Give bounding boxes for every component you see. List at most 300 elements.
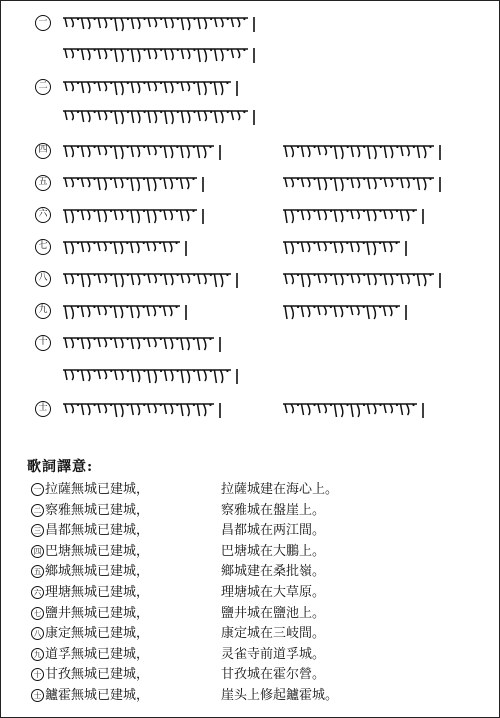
tibetan-glyph <box>302 274 315 287</box>
glossary-row <box>31 645 471 664</box>
tsheg-dot <box>143 178 145 180</box>
tsheg-dot <box>176 338 178 340</box>
tsheg-dot <box>127 274 129 276</box>
tibetan-glyph <box>132 49 145 62</box>
tibetan-glyph <box>384 242 397 252</box>
tibetan-glyph <box>114 306 127 318</box>
tibetan-glyph <box>285 274 298 284</box>
glossary-right-text: 拉薩城建在海心上。 <box>221 482 339 497</box>
glossary-number-circle: 十 <box>31 668 44 681</box>
tsheg-dot <box>127 146 129 148</box>
tibetan-glyph <box>65 178 78 187</box>
glossary-row <box>31 686 471 705</box>
tsheg-dot <box>243 49 245 51</box>
tsheg-dot <box>160 111 162 113</box>
tsheg-dot <box>77 370 79 372</box>
glossary-number-circle: 六 <box>31 586 44 599</box>
tsheg-dot <box>379 210 381 212</box>
glossary-left-text: 拉薩無城已建城， <box>45 482 150 497</box>
tsheg-dot <box>160 82 162 84</box>
tibetan-glyph <box>131 178 144 191</box>
tibetan-glyph <box>214 370 227 383</box>
tibetan-glyph <box>302 178 315 187</box>
tibetan-glyph <box>318 178 331 190</box>
tibetan-glyph <box>131 306 144 318</box>
tsheg-dot <box>176 178 178 180</box>
tsheg-dot <box>330 242 332 244</box>
tibetan-glyph <box>98 370 111 379</box>
tibetan-glyph <box>301 242 314 252</box>
tsheg-dot <box>209 404 211 406</box>
tibetan-glyph <box>148 404 161 413</box>
tsheg-dot <box>363 274 365 276</box>
glossary-row <box>31 665 471 684</box>
tsheg-dot <box>159 178 161 180</box>
tsheg-dot <box>127 82 129 84</box>
tibetan-glyph <box>285 146 298 157</box>
tsheg-dot <box>177 18 179 20</box>
tsheg-dot <box>176 210 178 212</box>
tsheg-dot <box>227 49 229 51</box>
tibetan-glyph <box>285 178 298 187</box>
tsheg-dot <box>192 210 194 212</box>
glossary-number-circle: 士 <box>31 689 44 702</box>
tsheg-dot <box>297 242 299 244</box>
glossary-left <box>31 624 149 643</box>
tibetan-phrase <box>283 141 448 163</box>
tibetan-glyph <box>115 338 128 348</box>
tibetan-glyph <box>164 338 177 349</box>
tibetan-glyph <box>215 111 228 123</box>
tibetan-glyph <box>148 49 161 59</box>
tsheg-dot <box>363 146 365 148</box>
tibetan-glyph <box>334 306 347 317</box>
tibetan-glyph <box>198 18 211 29</box>
tibetan-glyph <box>82 370 95 381</box>
tsheg-dot <box>77 404 79 406</box>
tsheg-dot <box>243 111 245 113</box>
tsheg-dot <box>127 404 129 406</box>
tsheg-dot <box>93 306 95 308</box>
glossary-left <box>31 542 149 561</box>
tsheg-dot <box>94 274 96 276</box>
tsheg-dot <box>380 274 382 276</box>
tsheg-dot <box>313 178 315 180</box>
tibetan-glyph <box>384 178 397 187</box>
tsheg-dot <box>193 82 195 84</box>
tsheg-dot <box>330 178 332 180</box>
tsheg-dot <box>193 404 195 406</box>
tibetan-glyph <box>65 404 78 413</box>
tsheg-dot <box>93 338 95 340</box>
tibetan-glyph <box>231 49 244 58</box>
tibetan-glyph <box>65 82 78 91</box>
glossary-left <box>31 521 149 540</box>
tibetan-glyph <box>98 111 111 120</box>
glossary-left-text: 巴塘無城已建城， <box>45 543 150 559</box>
tibetan-glyph <box>65 370 78 380</box>
tsheg-dot <box>110 49 112 51</box>
tsheg-dot <box>143 18 145 20</box>
tibetan-glyph <box>98 82 111 91</box>
tibetan-line <box>1 13 499 37</box>
tsheg-dot <box>160 404 162 406</box>
tibetan-glyph <box>302 146 315 157</box>
tibetan-glyph <box>98 274 111 283</box>
line-number-circle: 十 <box>35 335 51 351</box>
tibetan-glyph <box>165 274 178 285</box>
tibetan-glyph <box>318 306 331 315</box>
tsheg-dot <box>193 370 195 372</box>
tibetan-glyph <box>401 404 414 415</box>
tibetan-line <box>1 269 499 293</box>
tibetan-glyph <box>131 146 144 157</box>
tsheg-dot <box>110 178 112 180</box>
tibetan-glyph <box>384 274 397 285</box>
tsheg-dot <box>77 274 79 276</box>
tibetan-phrase <box>283 399 431 421</box>
tsheg-dot <box>143 370 145 372</box>
glossary-number-circle: 五 <box>31 565 44 578</box>
tibetan-glyph <box>181 274 194 283</box>
tibetan-phrase <box>63 365 245 387</box>
tibetan-phrase <box>63 141 228 163</box>
tsheg-dot <box>110 404 112 406</box>
tibetan-phrase <box>283 269 448 291</box>
tibetan-glyph <box>131 338 144 349</box>
tibetan-glyph <box>132 111 145 123</box>
tibetan-glyph <box>368 178 381 189</box>
tibetan-glyph <box>417 274 430 286</box>
tsheg-dot <box>193 18 195 20</box>
tsheg-dot <box>77 82 79 84</box>
tsheg-dot <box>127 49 129 51</box>
tibetan-glyph <box>165 82 178 93</box>
tibetan-glyph <box>132 18 145 29</box>
tsheg-dot <box>193 274 195 276</box>
tibetan-glyph <box>165 49 178 60</box>
tibetan-phrase <box>283 237 414 259</box>
glossary-row <box>31 542 471 561</box>
glossary-row <box>31 583 471 602</box>
tsheg-dot <box>110 338 112 340</box>
tibetan-glyph <box>351 242 364 252</box>
tsheg-dot <box>396 404 398 406</box>
tsheg-dot <box>313 274 315 276</box>
tibetan-glyph <box>384 210 397 219</box>
tibetan-glyph <box>285 306 298 319</box>
tibetan-line <box>1 301 499 325</box>
tibetan-glyph <box>351 306 364 315</box>
tibetan-glyph <box>165 18 178 28</box>
glossary-left-text: 甘孜無城已建城， <box>45 667 150 683</box>
line-number-circle: 九 <box>35 303 51 319</box>
glossary-row <box>31 604 471 623</box>
tibetan-glyph <box>131 242 144 253</box>
glossary-left <box>31 686 149 705</box>
glossary-number-circle: 一 <box>31 483 44 496</box>
glossary-left <box>31 501 149 520</box>
tibetan-phrase <box>63 44 262 66</box>
glossary-right-text: 昌都城在两江間。 <box>221 523 326 539</box>
tsheg-dot <box>77 306 79 308</box>
tsheg-dot <box>396 210 398 212</box>
line-number-circle: 六 <box>35 207 51 223</box>
tibetan-glyph <box>384 146 397 158</box>
tibetan-glyph <box>215 49 228 61</box>
tibetan-phrase <box>63 205 211 227</box>
tsheg-dot <box>313 210 315 212</box>
glossary-left-text: 鹽井無城已建城， <box>45 605 150 621</box>
tibetan-glyph <box>115 146 128 159</box>
tibetan-glyph <box>148 18 161 27</box>
tibetan-glyph <box>98 18 111 28</box>
tsheg-dot <box>210 274 212 276</box>
tsheg-dot <box>77 111 79 113</box>
line-number-circle: 四 <box>35 143 51 159</box>
tsheg-dot <box>110 18 112 20</box>
tibetan-glyph <box>82 49 95 60</box>
tibetan-glyph <box>335 210 348 222</box>
tibetan-line <box>1 205 499 229</box>
tibetan-glyph <box>401 178 414 188</box>
tsheg-dot <box>126 242 128 244</box>
glossary-number-circle: 九 <box>31 648 44 661</box>
tsheg-dot <box>193 49 195 51</box>
tibetan-glyph <box>98 210 111 222</box>
tibetan-glyph <box>131 82 144 93</box>
tsheg-dot <box>110 82 112 84</box>
tibetan-glyph <box>115 49 128 62</box>
tibetan-glyph <box>231 18 244 27</box>
tsheg-dot <box>363 210 365 212</box>
tibetan-glyph <box>65 210 78 223</box>
tibetan-glyph <box>65 242 78 254</box>
tsheg-dot <box>347 274 349 276</box>
tsheg-dot <box>160 274 162 276</box>
tibetan-glyph <box>148 338 161 347</box>
tsheg-dot <box>77 178 79 180</box>
tibetan-glyph <box>115 404 128 417</box>
tibetan-glyph <box>368 404 381 414</box>
tsheg-dot <box>177 49 179 51</box>
tibetan-phrase <box>63 106 262 128</box>
tibetan-glyph <box>82 82 95 93</box>
glossary-number-circle: 四 <box>31 545 44 558</box>
tsheg-dot <box>380 146 382 148</box>
tibetan-glyph <box>285 404 298 413</box>
tsheg-dot <box>94 370 96 372</box>
tsheg-dot <box>160 49 162 51</box>
tsheg-dot <box>429 146 431 148</box>
tibetan-glyph <box>181 404 194 416</box>
tsheg-dot <box>346 210 348 212</box>
tibetan-phrase <box>63 13 262 35</box>
tsheg-dot <box>110 146 112 148</box>
tsheg-dot <box>193 146 195 148</box>
tibetan-line <box>1 333 499 357</box>
tibetan-glyph <box>181 210 194 221</box>
glossary-row <box>31 562 471 581</box>
glossary-right-text: 灵雀寺前道孚城。 <box>221 646 326 662</box>
tibetan-glyph <box>318 210 331 220</box>
tibetan-glyph <box>98 306 111 315</box>
tibetan-glyph <box>197 338 210 350</box>
tsheg-dot <box>226 370 228 372</box>
tsheg-dot <box>143 274 145 276</box>
tibetan-glyph <box>148 111 161 123</box>
tibetan-glyph <box>335 274 348 285</box>
tsheg-dot <box>193 111 195 113</box>
tibetan-glyph <box>301 306 314 317</box>
tibetan-line <box>1 44 499 68</box>
tsheg-dot <box>227 18 229 20</box>
tsheg-dot <box>413 274 415 276</box>
tsheg-dot <box>192 178 194 180</box>
tsheg-dot <box>226 274 228 276</box>
tsheg-dot <box>379 242 381 244</box>
tsheg-dot <box>346 242 348 244</box>
tsheg-dot <box>413 146 415 148</box>
glossary-right-text: 理塘城在大草原。 <box>221 585 326 600</box>
tsheg-dot <box>77 146 79 148</box>
tibetan-glyph <box>115 210 128 220</box>
tibetan-glyph <box>351 146 364 157</box>
tibetan-glyph <box>131 370 144 382</box>
tibetan-glyph <box>318 242 331 251</box>
tsheg-dot <box>297 146 299 148</box>
tibetan-glyph <box>115 111 128 124</box>
tibetan-glyph <box>147 306 160 316</box>
tsheg-dot <box>143 242 145 244</box>
tibetan-glyph <box>115 178 128 188</box>
glossary-left <box>31 562 149 581</box>
tibetan-glyph <box>131 404 144 415</box>
tsheg-dot <box>297 306 299 308</box>
tsheg-dot <box>313 306 315 308</box>
tsheg-dot <box>243 18 245 20</box>
tibetan-phrase <box>63 301 194 323</box>
tsheg-dot <box>160 146 162 148</box>
tsheg-dot <box>93 178 95 180</box>
tsheg-dot <box>175 242 177 244</box>
tibetan-glyph <box>215 18 228 27</box>
glossary-row <box>31 501 471 520</box>
tsheg-dot <box>210 49 212 51</box>
tsheg-dot <box>94 18 96 20</box>
tsheg-dot <box>177 370 179 372</box>
tibetan-glyph <box>82 18 95 29</box>
tibetan-glyph <box>148 146 161 155</box>
glossary-number-circle: 三 <box>31 524 44 537</box>
tsheg-dot <box>395 242 397 244</box>
glossary-right-text: 康定城在三岐間。 <box>221 626 326 642</box>
tibetan-glyph <box>148 178 161 191</box>
tsheg-dot <box>379 404 381 406</box>
tibetan-glyph <box>65 274 78 284</box>
tsheg-dot <box>77 242 79 244</box>
tsheg-dot <box>77 18 79 20</box>
tsheg-dot <box>297 178 299 180</box>
tibetan-glyph <box>368 210 381 221</box>
tibetan-glyph <box>401 210 414 221</box>
tsheg-dot <box>412 404 414 406</box>
tibetan-glyph <box>181 49 194 59</box>
tibetan-phrase <box>283 205 431 227</box>
tibetan-glyph <box>81 242 94 252</box>
tibetan-phrase <box>283 301 414 323</box>
tsheg-dot <box>110 370 112 372</box>
tsheg-dot <box>127 111 129 113</box>
tsheg-dot <box>110 111 112 113</box>
tsheg-dot <box>77 49 79 51</box>
tibetan-glyph <box>198 370 211 381</box>
tibetan-glyph <box>181 146 194 158</box>
tsheg-dot <box>210 111 212 113</box>
tibetan-glyph <box>401 274 414 284</box>
tibetan-line <box>1 237 499 261</box>
tibetan-glyph <box>302 210 315 220</box>
tibetan-glyph <box>98 242 111 251</box>
tsheg-dot <box>330 306 332 308</box>
tibetan-glyph <box>368 274 381 285</box>
tibetan-glyph <box>98 49 111 59</box>
tsheg-dot <box>227 111 229 113</box>
tsheg-dot <box>127 18 129 20</box>
tsheg-dot <box>143 306 145 308</box>
tibetan-glyph <box>82 404 95 415</box>
glossary-left <box>31 480 149 499</box>
tsheg-dot <box>380 178 382 180</box>
tsheg-dot <box>413 178 415 180</box>
tsheg-dot <box>176 404 178 406</box>
tsheg-dot <box>177 111 179 113</box>
tibetan-glyph <box>115 274 128 287</box>
tibetan-glyph <box>81 306 94 317</box>
glossary-row <box>31 521 471 540</box>
tibetan-glyph <box>82 178 95 187</box>
tsheg-dot <box>226 82 228 84</box>
tibetan-glyph <box>384 306 397 316</box>
tibetan-glyph <box>401 146 414 156</box>
tibetan-glyph <box>367 306 380 319</box>
tsheg-dot <box>429 178 431 180</box>
tibetan-glyph <box>181 18 194 30</box>
tsheg-dot <box>177 274 179 276</box>
tibetan-glyph <box>164 178 177 189</box>
tibetan-phrase <box>63 173 211 195</box>
tsheg-dot <box>330 404 332 406</box>
tsheg-dot <box>177 82 179 84</box>
tsheg-dot <box>396 274 398 276</box>
tibetan-glyph <box>82 210 95 220</box>
tibetan-glyph <box>65 146 78 157</box>
glossary-number-circle: 八 <box>31 627 44 640</box>
tibetan-glyph <box>65 338 78 348</box>
tibetan-glyph <box>231 111 244 120</box>
tibetan-glyph <box>351 178 364 188</box>
line-number-circle: 二 <box>35 79 51 95</box>
glossary-left-text: 鑪霍無城已建城， <box>45 688 150 703</box>
tsheg-dot <box>412 210 414 212</box>
tsheg-dot <box>379 306 381 308</box>
tibetan-glyph <box>198 274 211 284</box>
tsheg-dot <box>313 242 315 244</box>
glossary-right-text: 鄉城建在桑批嶺。 <box>221 564 326 580</box>
tibetan-glyph <box>115 370 128 380</box>
tibetan-glyph <box>197 146 210 158</box>
tibetan-glyph <box>318 404 331 413</box>
